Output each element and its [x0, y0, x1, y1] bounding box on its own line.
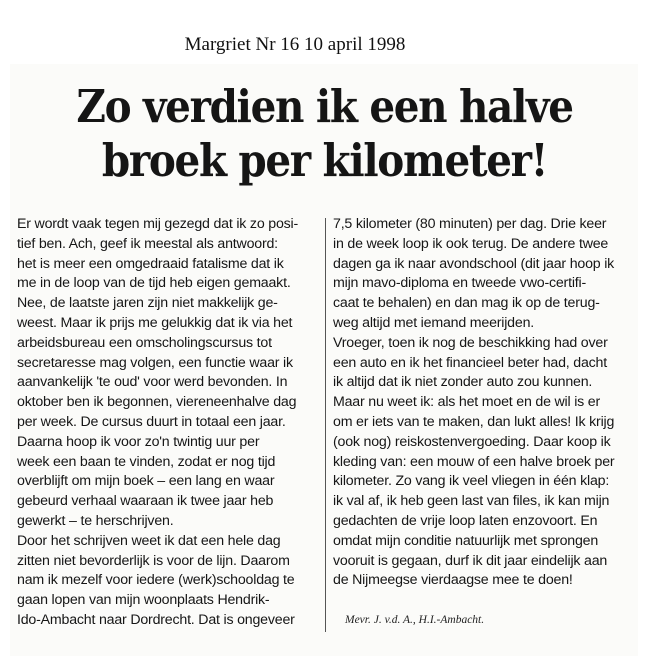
text-line: omdat mijn conditie natuurlijk met sprongen: [333, 532, 599, 549]
text-line: week een baan te vinden, zodat er nog tijd: [17, 453, 276, 470]
author-signature: Mevr. J. v.d. A., H.I.-Ambacht.: [345, 614, 485, 626]
text-line: secretaresse mag volgen, een functie waar ik: [17, 354, 293, 371]
text-line: mijn mavo-diploma en tweede vwo-certifi-: [333, 275, 586, 292]
text-line: per week. De cursus duurt in totaal een jaar.: [17, 413, 286, 430]
text-line: zitten niet bevorderlijk is voor de lijn. Daarom: [17, 552, 290, 569]
text-line: 7,5 kilometer (80 minuten) per dag. Drie keer: [333, 216, 607, 232]
column-divider: [325, 218, 326, 632]
text-line: het is meer een omgedraaid fatalisme dat ik: [17, 255, 284, 272]
text-line: Vroeger, toen ik nog de beschikking had over: [333, 334, 608, 351]
text-line: Daarna hoop ik voor zo'n twintig uur per: [17, 433, 260, 450]
text-line: gaan lopen van mijn woonplaats Hendrik-: [17, 592, 270, 609]
text-line: nam ik mezelf voor iedere (werk)schooldag te: [17, 572, 295, 589]
text-line: gedachten de vrije loop laten enzovoort. En: [333, 512, 598, 529]
text-line: Nee, de laatste jaren zijn niet makkelijk ge-: [17, 295, 278, 312]
text-line: kilometer. Zo vang ik veel vliegen in één klap:: [333, 473, 610, 490]
text-line: Ido-Ambacht naar Dordrecht. Dat is ongeveer: [17, 611, 295, 628]
text-line: (ook nog) reiskostenvergoeding. Daar koop ik: [333, 433, 611, 450]
text-line: Maar nu weet ik: als het moet en de wil is er: [333, 394, 600, 411]
text-line: Er wordt vaak tegen mij gezegd dat ik zo posi-: [17, 216, 298, 232]
text-line: overblijft om mijn boek – een lang en waar: [17, 473, 275, 490]
article-right-column: [333, 215, 633, 591]
article-left-column: [17, 215, 317, 631]
text-line: caat te behalen) en dan mag ik op de terug-: [333, 295, 600, 312]
article-headline: [32, 80, 616, 188]
text-line: de Nijmeegse vierdaagse mee te doen!: [333, 572, 573, 589]
text-line: Door het schrijven weet ik dat een hele dag: [17, 532, 281, 549]
text-line: gewerkt – te herschrijven.: [17, 512, 174, 529]
text-line: arbeidsbureau een omscholingscursus tot: [17, 334, 272, 351]
text-line: gebeurd verhaal waaraan ik twee jaar heb: [17, 493, 274, 510]
text-line: weest. Maar ik prijs me gelukkig dat ik via het: [17, 314, 293, 331]
text-line: weg altijd met iemand meerijden.: [333, 314, 534, 331]
text-line: een auto en ik het financieel beter had, dacht: [333, 354, 607, 371]
text-line: dagen ga ik naar avondschool (dit jaar hoop ik: [333, 255, 615, 272]
text-line: om er iets van te maken, dan lukt alles! Ik krijg: [333, 413, 615, 430]
text-line: oktober ben ik begonnen, viereneenhalve dag: [17, 394, 297, 411]
text-line: me in de loop van de tijd heb eigen gemaakt.: [17, 275, 291, 292]
text-line: ik altijd dat ik niet zonder auto zou kunnen.: [333, 374, 593, 391]
publication-caption: Margriet Nr 16 10 april 1998: [184, 34, 406, 55]
text-line: ik val af, ik heb geen last van files, ik kan mijn: [333, 493, 610, 510]
text-line: aanvankelijk 'te oud' voor werd bevonden. In: [17, 374, 288, 391]
text-line: in de week loop ik ook terug. De andere twee: [333, 235, 609, 252]
text-line: tief ben. Ach, geef ik meestal als antwoord:: [17, 235, 278, 252]
text-line: vooruit is gegaan, durf ik dit jaar eindelijk aan: [333, 552, 608, 569]
headline-line-1: Zo verdien ik een halve: [76, 80, 573, 133]
text-line: kleding van: een mouw of een halve broek per: [333, 453, 615, 470]
headline-line-2: broek per kilometer!: [101, 134, 548, 187]
